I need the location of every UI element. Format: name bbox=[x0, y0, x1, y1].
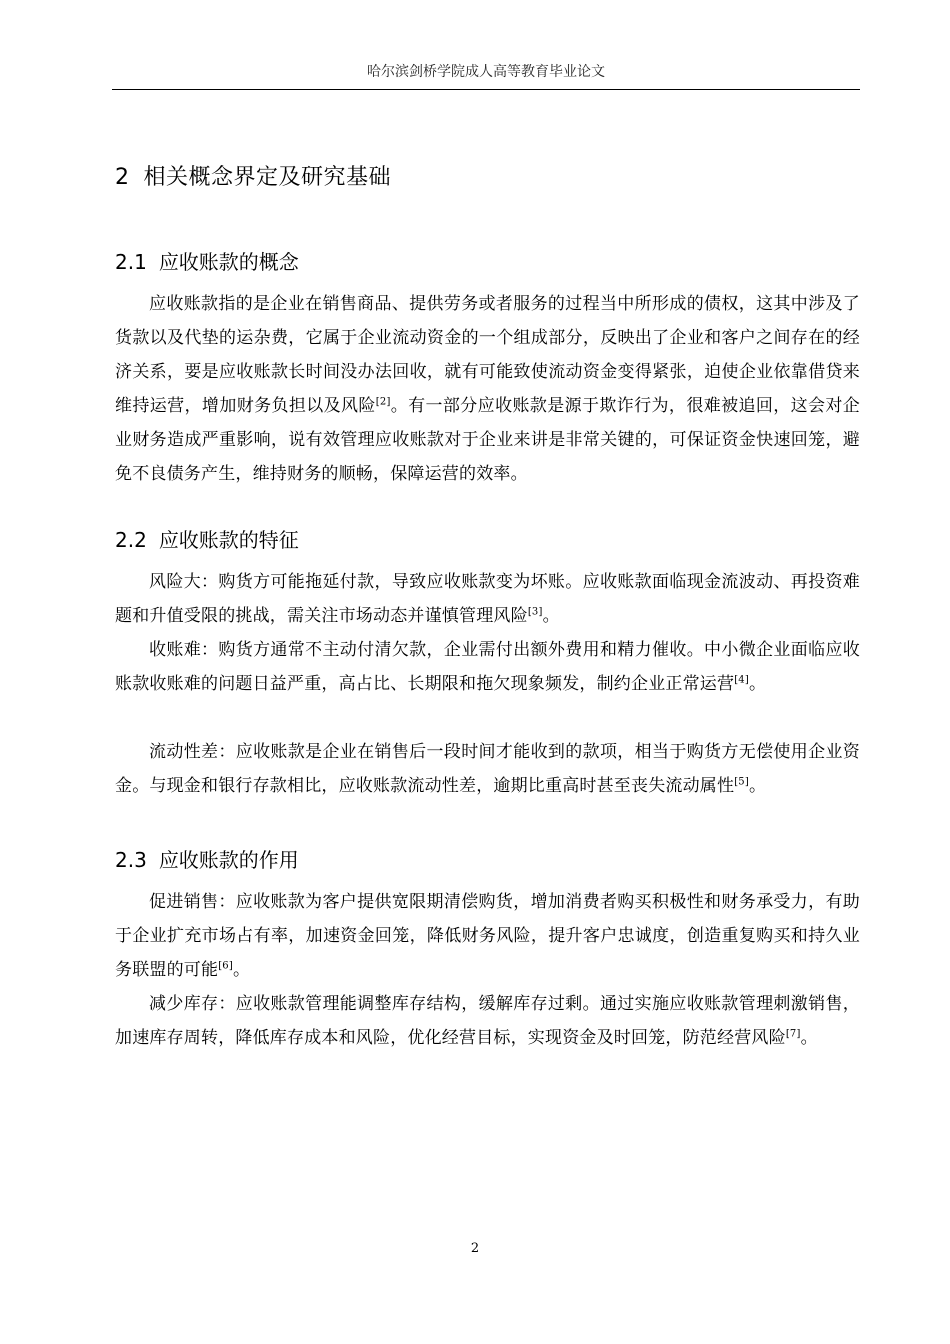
chapter-title: 相关概念界定及研究基础 bbox=[143, 165, 392, 190]
section-heading bbox=[115, 248, 299, 276]
chapter-heading bbox=[115, 163, 391, 193]
paragraph-text: 风险大：购货方可能拖延付款，导致应收账款变为坏账。应收账款面临现金流波动、再投资难题和升值受限的挑战，需关注市场动态并谨慎管理风险 bbox=[115, 572, 860, 626]
section-heading bbox=[115, 846, 299, 874]
paragraph-text: 应收账款指的是企业在销售商品、提供劳务或者服务的过程当中所形成的债权，这其中涉及了货款以及代垫的运杂费，它属于企业流动资金的一个组成部分，反映出了企业和客户之间存在的经济关系，要是应收账款长时间没办法回收，就有可能致使流动资金变得紧张，迫使企业依靠借贷来维持运营，增加财务负担以及风险 bbox=[115, 294, 860, 416]
section-heading bbox=[115, 526, 299, 554]
paragraph-text: 。 bbox=[542, 606, 560, 626]
paragraph-text: 。 bbox=[748, 776, 767, 796]
paragraph bbox=[115, 633, 860, 701]
citation: [6] bbox=[218, 960, 233, 972]
citation: [4] bbox=[734, 674, 749, 686]
paragraph-text: 。有一部分应收账款是源于欺诈行为，很难被追回，这会对企业财务造成严重影响，说有效管理应收账款对于企业来讲是非常关键的，可保证资金快速回笼，避免不良债务产生，维持财务的顺畅，保障运营的效率。 bbox=[115, 396, 860, 484]
citation: [2] bbox=[375, 396, 391, 408]
page-number: 2 bbox=[470, 1241, 480, 1256]
paragraph bbox=[115, 735, 860, 803]
section-number: 2.3 bbox=[115, 848, 147, 872]
chapter-number: 2 bbox=[115, 165, 130, 190]
paragraph bbox=[115, 287, 860, 491]
header-rule bbox=[112, 89, 860, 90]
paragraph-text: 收账难：购货方通常不主动付清欠款，企业需付出额外费用和精力催收。中小微企业面临应收账款收账难的问题日益严重，高占比、长期限和拖欠现象频发，制约企业正常运营 bbox=[115, 640, 860, 694]
paragraph bbox=[115, 885, 860, 987]
paragraph-text: 。 bbox=[748, 674, 767, 694]
paragraph-text: 流动性差：应收账款是企业在销售后一段时间才能收到的款项，相当于购货方无偿使用企业资金。与现金和银行存款相比，应收账款流动性差，逾期比重高时甚至丧失流动属性 bbox=[115, 742, 860, 796]
running-header: 哈尔滨剑桥学院成人高等教育毕业论文 bbox=[367, 64, 605, 80]
section-title: 应收账款的作用 bbox=[158, 848, 299, 872]
section-number: 2.2 bbox=[115, 528, 147, 552]
paragraph-text: 。 bbox=[232, 960, 251, 980]
section-title: 应收账款的特征 bbox=[158, 528, 299, 552]
section-number: 2.1 bbox=[115, 250, 147, 274]
citation: [5] bbox=[734, 776, 749, 788]
paragraph-text: 促进销售：应收账款为客户提供宽限期清偿购货，增加消费者购买积极性和财务承受力，有助于企业扩充市场占有率，加速资金回笼，降低财务风险，提升客户忠诚度，创造重复购买和持久业务联盟的可能 bbox=[115, 892, 860, 980]
paragraph-text: 。 bbox=[800, 1028, 818, 1048]
paragraph bbox=[115, 987, 860, 1055]
section-title: 应收账款的概念 bbox=[158, 250, 299, 274]
paragraph bbox=[115, 565, 860, 633]
paragraph-text: 减少库存：应收账款管理能调整库存结构，缓解库存过剩。通过实施应收账款管理刺激销售，加速库存周转，降低库存成本和风险，优化经营目标，实现资金及时回笼，防范经营风险 bbox=[115, 994, 860, 1048]
citation: [3] bbox=[527, 606, 543, 618]
citation: [7] bbox=[785, 1028, 801, 1040]
